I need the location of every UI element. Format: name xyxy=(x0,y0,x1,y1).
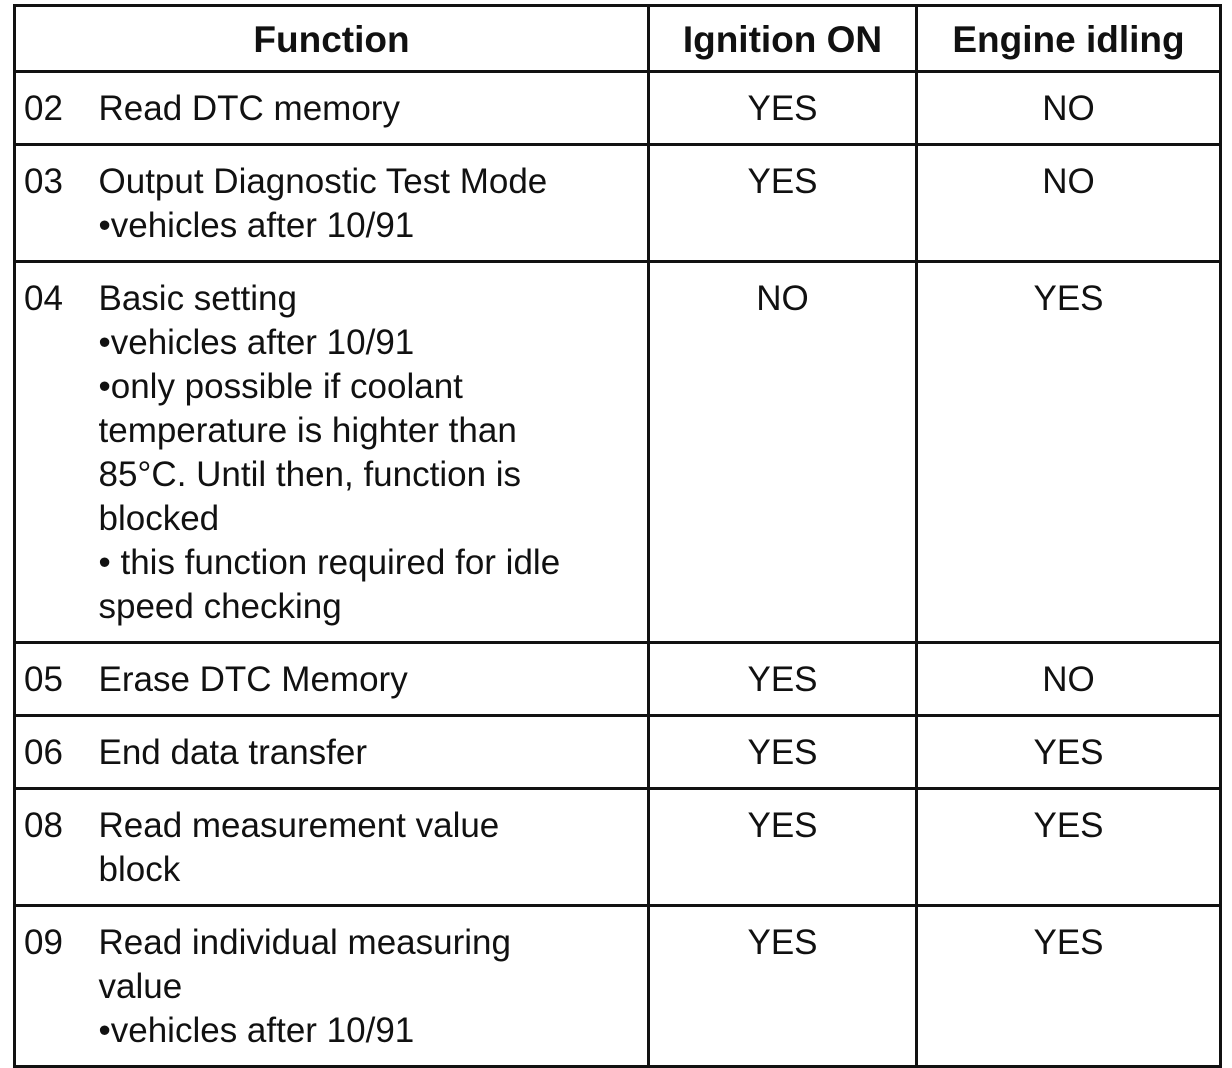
description-line: Erase DTC Memory xyxy=(98,660,408,699)
ignition-on-value: YES xyxy=(649,72,917,145)
description-line: End data transfer xyxy=(98,733,367,772)
function-description xyxy=(99,72,649,145)
table-row xyxy=(15,716,1221,789)
ignition-on-value: YES xyxy=(649,906,917,1067)
function-code: 04 xyxy=(15,262,99,643)
description-line: Read measurement value xyxy=(98,806,500,845)
description-line: Read individual measuring xyxy=(98,923,511,962)
function-code: 06 xyxy=(15,716,99,789)
ignition-on-value: YES xyxy=(649,789,917,906)
function-code: 03 xyxy=(15,145,99,262)
table-header-row xyxy=(15,6,1221,72)
description-line: •vehicles after 10/91 xyxy=(98,1011,415,1050)
function-code: 05 xyxy=(15,643,99,716)
table-row xyxy=(15,643,1221,716)
description-line: • this function required for idle xyxy=(98,543,561,582)
description-line: •vehicles after 10/91 xyxy=(98,323,415,362)
function-description xyxy=(99,906,649,1067)
engine-idling-value: YES xyxy=(917,789,1221,906)
header-ignition-on: Ignition ON xyxy=(649,6,917,72)
function-table xyxy=(13,4,1222,1068)
function-code: 09 xyxy=(15,906,99,1067)
function-description xyxy=(99,716,649,789)
description-line: temperature is highter than xyxy=(98,411,517,450)
description-line: speed checking xyxy=(98,587,342,626)
engine-idling-value: YES xyxy=(917,716,1221,789)
description-line: •vehicles after 10/91 xyxy=(98,206,415,245)
header-engine-idling: Engine idling xyxy=(917,6,1221,72)
header-function: Function xyxy=(15,6,649,72)
description-line: •only possible if coolant xyxy=(98,367,463,406)
function-description xyxy=(99,145,649,262)
description-line: Read DTC memory xyxy=(98,89,400,128)
engine-idling-value: YES xyxy=(917,262,1221,643)
description-line: 85°C. Until then, function is xyxy=(98,455,522,494)
description-line: block xyxy=(98,850,181,889)
ignition-on-value: YES xyxy=(649,716,917,789)
description-line: Basic setting xyxy=(98,279,297,318)
ignition-on-value: NO xyxy=(649,262,917,643)
engine-idling-value: NO xyxy=(917,145,1221,262)
table-row xyxy=(15,145,1221,262)
ignition-on-value: YES xyxy=(649,643,917,716)
engine-idling-value: NO xyxy=(917,643,1221,716)
function-description xyxy=(99,262,649,643)
function-code: 08 xyxy=(15,789,99,906)
engine-idling-value: YES xyxy=(917,906,1221,1067)
description-line: blocked xyxy=(98,499,220,538)
ignition-on-value: YES xyxy=(649,145,917,262)
table-row xyxy=(15,789,1221,906)
description-line: Output Diagnostic Test Mode xyxy=(98,162,548,201)
table-row xyxy=(15,906,1221,1067)
table-row xyxy=(15,72,1221,145)
engine-idling-value: NO xyxy=(917,72,1221,145)
function-code: 02 xyxy=(15,72,99,145)
function-description xyxy=(99,789,649,906)
table-row xyxy=(15,262,1221,643)
description-line: value xyxy=(98,967,183,1006)
function-description xyxy=(99,643,649,716)
